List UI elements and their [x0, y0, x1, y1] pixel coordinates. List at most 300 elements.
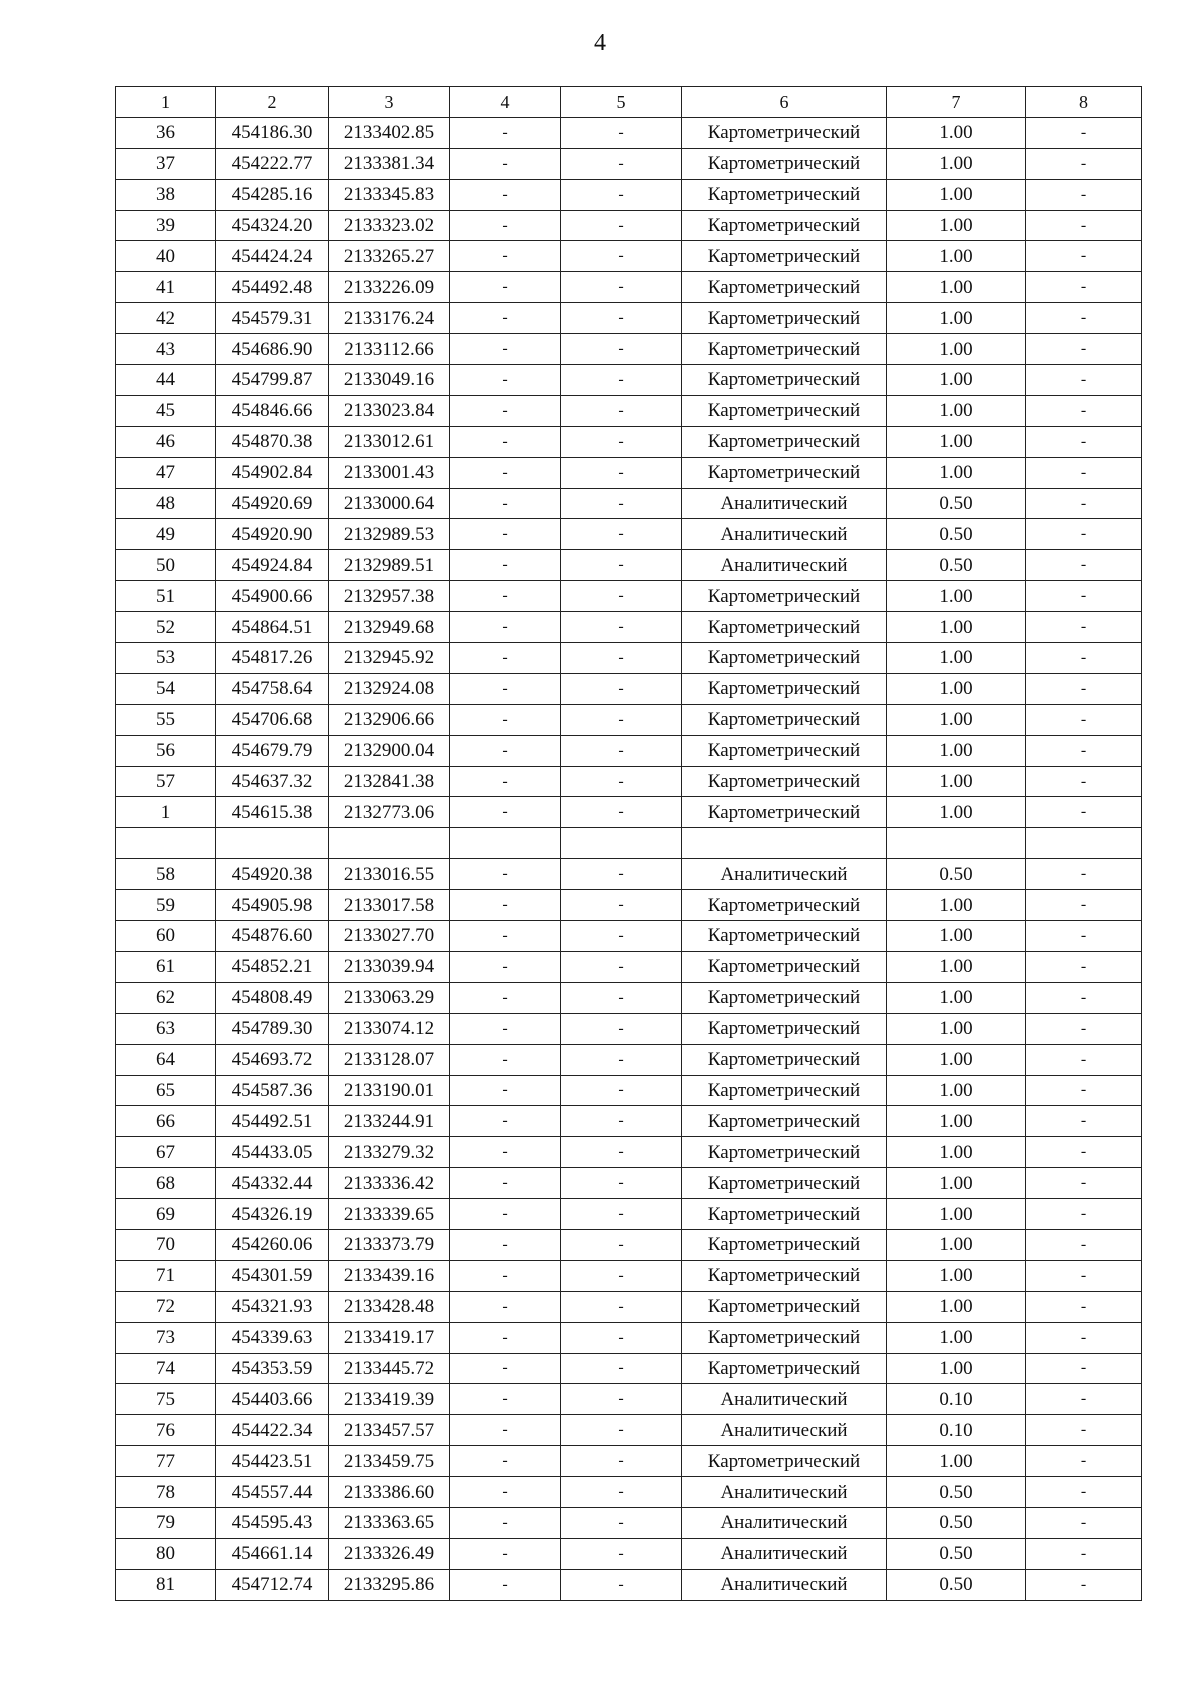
- accuracy-cell: 0.10: [887, 1415, 1026, 1446]
- accuracy-cell: 0.50: [887, 550, 1026, 581]
- table-row: [116, 704, 1142, 735]
- accuracy-cell: 1.00: [887, 457, 1026, 488]
- accuracy-cell: 1.00: [887, 1322, 1026, 1353]
- x-coordinate-cell: 454920.38: [216, 859, 329, 890]
- accuracy-cell: 0.50: [887, 519, 1026, 550]
- column-5-cell: -: [561, 1044, 682, 1075]
- column-4-cell: -: [450, 1013, 561, 1044]
- column-8-cell: -: [1026, 1044, 1142, 1075]
- point-number-cell: 68: [116, 1168, 216, 1199]
- column-8-cell: -: [1026, 210, 1142, 241]
- point-number-cell: 54: [116, 673, 216, 704]
- column-4-cell: -: [450, 1477, 561, 1508]
- x-coordinate-cell: 454324.20: [216, 210, 329, 241]
- method-cell: Картометрический: [682, 921, 887, 952]
- column-8-cell: -: [1026, 1322, 1142, 1353]
- method-cell: Картометрический: [682, 1199, 887, 1230]
- column-4-cell: -: [450, 1044, 561, 1075]
- accuracy-cell: 1.00: [887, 1260, 1026, 1291]
- y-coordinate-cell: 2133190.01: [329, 1075, 450, 1106]
- x-coordinate-cell: 454579.31: [216, 303, 329, 334]
- column-4-cell: -: [450, 272, 561, 303]
- accuracy-cell: 1.00: [887, 148, 1026, 179]
- point-number-cell: 76: [116, 1415, 216, 1446]
- column-8-cell: -: [1026, 365, 1142, 396]
- accuracy-cell: 1.00: [887, 1353, 1026, 1384]
- column-4-cell: -: [450, 365, 561, 396]
- column-4-cell: [450, 828, 561, 859]
- table-body: [116, 117, 1142, 1600]
- table-row: [116, 365, 1142, 396]
- y-coordinate-cell: 2133326.49: [329, 1538, 450, 1569]
- accuracy-cell: 1.00: [887, 210, 1026, 241]
- table-row: [116, 766, 1142, 797]
- column-8-cell: -: [1026, 272, 1142, 303]
- accuracy-cell: 1.00: [887, 921, 1026, 952]
- column-4-cell: -: [450, 519, 561, 550]
- column-8-cell: -: [1026, 612, 1142, 643]
- y-coordinate-cell: 2133244.91: [329, 1106, 450, 1137]
- x-coordinate-cell: 454870.38: [216, 426, 329, 457]
- column-8-cell: -: [1026, 1168, 1142, 1199]
- method-cell: Картометрический: [682, 1106, 887, 1137]
- column-4-cell: -: [450, 1291, 561, 1322]
- accuracy-cell: 1.00: [887, 1229, 1026, 1260]
- table-row: [116, 1507, 1142, 1538]
- x-coordinate-cell: 454661.14: [216, 1538, 329, 1569]
- column-8-cell: -: [1026, 1384, 1142, 1415]
- accuracy-cell: 1.00: [887, 272, 1026, 303]
- method-cell: Картометрический: [682, 210, 887, 241]
- column-5-cell: -: [561, 210, 682, 241]
- point-number-cell: 75: [116, 1384, 216, 1415]
- accuracy-cell: 1.00: [887, 1137, 1026, 1168]
- x-coordinate-cell: 454222.77: [216, 148, 329, 179]
- column-5-cell: -: [561, 488, 682, 519]
- page-number: 4: [594, 30, 606, 56]
- column-5-cell: -: [561, 982, 682, 1013]
- table-row: [116, 1384, 1142, 1415]
- column-5-cell: -: [561, 704, 682, 735]
- y-coordinate-cell: 2132945.92: [329, 643, 450, 674]
- accuracy-cell: [887, 828, 1026, 859]
- table-row: [116, 1168, 1142, 1199]
- y-coordinate-cell: 2133226.09: [329, 272, 450, 303]
- x-coordinate-cell: 454186.30: [216, 117, 329, 148]
- y-coordinate-cell: 2133027.70: [329, 921, 450, 952]
- point-number-cell: 46: [116, 426, 216, 457]
- y-coordinate-cell: 2133419.17: [329, 1322, 450, 1353]
- method-cell: Картометрический: [682, 395, 887, 426]
- y-coordinate-cell: 2133000.64: [329, 488, 450, 519]
- method-cell: Картометрический: [682, 1044, 887, 1075]
- table-row: [116, 673, 1142, 704]
- point-number-cell: 58: [116, 859, 216, 890]
- column-4-cell: -: [450, 643, 561, 674]
- method-cell: Аналитический: [682, 1569, 887, 1600]
- y-coordinate-cell: 2133176.24: [329, 303, 450, 334]
- y-coordinate-cell: 2133016.55: [329, 859, 450, 890]
- method-cell: Картометрический: [682, 148, 887, 179]
- table-row: [116, 457, 1142, 488]
- method-cell: Картометрический: [682, 1322, 887, 1353]
- column-8-cell: -: [1026, 1075, 1142, 1106]
- column-4-cell: -: [450, 334, 561, 365]
- column-4-cell: -: [450, 210, 561, 241]
- column-4-cell: -: [450, 1446, 561, 1477]
- table-row: [116, 735, 1142, 766]
- point-number-cell: 72: [116, 1291, 216, 1322]
- column-8-cell: -: [1026, 334, 1142, 365]
- column-4-cell: -: [450, 921, 561, 952]
- column-8-cell: -: [1026, 859, 1142, 890]
- accuracy-cell: 1.00: [887, 797, 1026, 828]
- column-8-cell: -: [1026, 1477, 1142, 1508]
- point-number-cell: 79: [116, 1507, 216, 1538]
- x-coordinate-cell: 454321.93: [216, 1291, 329, 1322]
- method-cell: Аналитический: [682, 1384, 887, 1415]
- column-4-cell: -: [450, 859, 561, 890]
- column-4-cell: -: [450, 704, 561, 735]
- column-5-cell: -: [561, 951, 682, 982]
- column-8-cell: [1026, 828, 1142, 859]
- method-cell: Картометрический: [682, 1137, 887, 1168]
- x-coordinate-cell: 454557.44: [216, 1477, 329, 1508]
- x-coordinate-cell: 454332.44: [216, 1168, 329, 1199]
- point-number-cell: 57: [116, 766, 216, 797]
- table-row: [116, 1322, 1142, 1353]
- accuracy-cell: 1.00: [887, 766, 1026, 797]
- column-5-cell: -: [561, 1415, 682, 1446]
- column-5-cell: -: [561, 1538, 682, 1569]
- x-coordinate-cell: 454686.90: [216, 334, 329, 365]
- table-row: [116, 1446, 1142, 1477]
- point-number-cell: 64: [116, 1044, 216, 1075]
- accuracy-cell: 1.00: [887, 117, 1026, 148]
- x-coordinate-cell: [216, 828, 329, 859]
- method-cell: [682, 828, 887, 859]
- column-5-cell: -: [561, 1229, 682, 1260]
- y-coordinate-cell: 2133457.57: [329, 1415, 450, 1446]
- column-5-cell: -: [561, 1353, 682, 1384]
- point-number-cell: 36: [116, 117, 216, 148]
- point-number-cell: 63: [116, 1013, 216, 1044]
- method-cell: Картометрический: [682, 272, 887, 303]
- column-8-cell: -: [1026, 148, 1142, 179]
- point-number-cell: 39: [116, 210, 216, 241]
- point-number-cell: 53: [116, 643, 216, 674]
- x-coordinate-cell: 454900.66: [216, 581, 329, 612]
- x-coordinate-cell: 454615.38: [216, 797, 329, 828]
- column-8-cell: -: [1026, 1415, 1142, 1446]
- column-8-cell: -: [1026, 117, 1142, 148]
- y-coordinate-cell: 2133074.12: [329, 1013, 450, 1044]
- table-row: [116, 797, 1142, 828]
- column-5-cell: -: [561, 519, 682, 550]
- accuracy-cell: 1.00: [887, 334, 1026, 365]
- column-4-cell: -: [450, 581, 561, 612]
- point-number-cell: 41: [116, 272, 216, 303]
- y-coordinate-cell: 2133323.02: [329, 210, 450, 241]
- point-number-cell: 48: [116, 488, 216, 519]
- point-number-cell: 71: [116, 1260, 216, 1291]
- column-8-cell: -: [1026, 921, 1142, 952]
- column-header-6: 6: [682, 87, 887, 118]
- point-number-cell: 78: [116, 1477, 216, 1508]
- y-coordinate-cell: 2133112.66: [329, 334, 450, 365]
- x-coordinate-cell: 454587.36: [216, 1075, 329, 1106]
- point-number-cell: 38: [116, 179, 216, 210]
- table-row: [116, 210, 1142, 241]
- column-4-cell: -: [450, 1199, 561, 1230]
- y-coordinate-cell: 2132773.06: [329, 797, 450, 828]
- method-cell: Картометрический: [682, 365, 887, 396]
- column-5-cell: -: [561, 1507, 682, 1538]
- point-number-cell: 60: [116, 921, 216, 952]
- y-coordinate-cell: 2133001.43: [329, 457, 450, 488]
- column-8-cell: -: [1026, 426, 1142, 457]
- method-cell: Картометрический: [682, 1446, 887, 1477]
- column-8-cell: -: [1026, 735, 1142, 766]
- point-number-cell: 81: [116, 1569, 216, 1600]
- point-number-cell: 51: [116, 581, 216, 612]
- column-8-cell: -: [1026, 519, 1142, 550]
- column-5-cell: [561, 828, 682, 859]
- column-8-cell: -: [1026, 550, 1142, 581]
- column-4-cell: -: [450, 1322, 561, 1353]
- column-8-cell: -: [1026, 303, 1142, 334]
- column-4-cell: -: [450, 951, 561, 982]
- y-coordinate-cell: 2133339.65: [329, 1199, 450, 1230]
- x-coordinate-cell: 454301.59: [216, 1260, 329, 1291]
- y-coordinate-cell: [329, 828, 450, 859]
- x-coordinate-cell: 454326.19: [216, 1199, 329, 1230]
- column-4-cell: -: [450, 117, 561, 148]
- column-5-cell: -: [561, 241, 682, 272]
- x-coordinate-cell: 454789.30: [216, 1013, 329, 1044]
- column-4-cell: -: [450, 797, 561, 828]
- y-coordinate-cell: 2132924.08: [329, 673, 450, 704]
- x-coordinate-cell: 454403.66: [216, 1384, 329, 1415]
- point-number-cell: 49: [116, 519, 216, 550]
- column-4-cell: -: [450, 241, 561, 272]
- y-coordinate-cell: 2133345.83: [329, 179, 450, 210]
- accuracy-cell: 1.00: [887, 1446, 1026, 1477]
- column-5-cell: -: [561, 1106, 682, 1137]
- column-8-cell: -: [1026, 766, 1142, 797]
- column-5-cell: -: [561, 426, 682, 457]
- table-row: [116, 488, 1142, 519]
- x-coordinate-cell: 454712.74: [216, 1569, 329, 1600]
- accuracy-cell: 1.00: [887, 1013, 1026, 1044]
- accuracy-cell: 1.00: [887, 1044, 1026, 1075]
- column-5-cell: -: [561, 1569, 682, 1600]
- accuracy-cell: 1.00: [887, 179, 1026, 210]
- point-number-cell: 67: [116, 1137, 216, 1168]
- y-coordinate-cell: 2133445.72: [329, 1353, 450, 1384]
- y-coordinate-cell: 2133012.61: [329, 426, 450, 457]
- table-row: [116, 1106, 1142, 1137]
- column-4-cell: -: [450, 1137, 561, 1168]
- column-header-7: 7: [887, 87, 1026, 118]
- accuracy-cell: 0.10: [887, 1384, 1026, 1415]
- accuracy-cell: 0.50: [887, 1569, 1026, 1600]
- column-4-cell: -: [450, 1168, 561, 1199]
- column-8-cell: -: [1026, 1013, 1142, 1044]
- accuracy-cell: 1.00: [887, 951, 1026, 982]
- y-coordinate-cell: 2133279.32: [329, 1137, 450, 1168]
- column-4-cell: -: [450, 766, 561, 797]
- accuracy-cell: 0.50: [887, 488, 1026, 519]
- x-coordinate-cell: 454693.72: [216, 1044, 329, 1075]
- column-8-cell: -: [1026, 704, 1142, 735]
- table-row: [116, 1260, 1142, 1291]
- point-number-cell: 69: [116, 1199, 216, 1230]
- table-row: [116, 581, 1142, 612]
- column-4-cell: -: [450, 457, 561, 488]
- column-4-cell: -: [450, 673, 561, 704]
- method-cell: Картометрический: [682, 1013, 887, 1044]
- table-row: [116, 241, 1142, 272]
- column-4-cell: -: [450, 1507, 561, 1538]
- table-row: [116, 1229, 1142, 1260]
- x-coordinate-cell: 454679.79: [216, 735, 329, 766]
- accuracy-cell: 1.00: [887, 982, 1026, 1013]
- table-row: [116, 148, 1142, 179]
- accuracy-cell: 1.00: [887, 581, 1026, 612]
- column-5-cell: -: [561, 1322, 682, 1353]
- table-row: [116, 1415, 1142, 1446]
- method-cell: Картометрический: [682, 612, 887, 643]
- method-cell: Аналитический: [682, 859, 887, 890]
- column-8-cell: -: [1026, 581, 1142, 612]
- x-coordinate-cell: 454864.51: [216, 612, 329, 643]
- column-8-cell: -: [1026, 1569, 1142, 1600]
- column-4-cell: -: [450, 303, 561, 334]
- method-cell: Аналитический: [682, 1507, 887, 1538]
- method-cell: Картометрический: [682, 951, 887, 982]
- method-cell: Картометрический: [682, 117, 887, 148]
- point-number-cell: 66: [116, 1106, 216, 1137]
- method-cell: Картометрический: [682, 1168, 887, 1199]
- point-number-cell: 56: [116, 735, 216, 766]
- y-coordinate-cell: 2132906.66: [329, 704, 450, 735]
- column-header-8: 8: [1026, 87, 1142, 118]
- table-row: [116, 395, 1142, 426]
- column-4-cell: -: [450, 1569, 561, 1600]
- column-4-cell: -: [450, 1538, 561, 1569]
- column-4-cell: -: [450, 179, 561, 210]
- column-5-cell: -: [561, 457, 682, 488]
- y-coordinate-cell: 2133373.79: [329, 1229, 450, 1260]
- header-row: [116, 87, 1142, 118]
- x-coordinate-cell: 454920.90: [216, 519, 329, 550]
- accuracy-cell: 1.00: [887, 426, 1026, 457]
- method-cell: Картометрический: [682, 735, 887, 766]
- column-5-cell: -: [561, 395, 682, 426]
- column-8-cell: -: [1026, 1538, 1142, 1569]
- table-row: [116, 859, 1142, 890]
- column-5-cell: -: [561, 1446, 682, 1477]
- y-coordinate-cell: 2133419.39: [329, 1384, 450, 1415]
- y-coordinate-cell: 2132841.38: [329, 766, 450, 797]
- column-8-cell: -: [1026, 1229, 1142, 1260]
- table-row: [116, 1075, 1142, 1106]
- table-row: [116, 1538, 1142, 1569]
- column-5-cell: -: [561, 890, 682, 921]
- point-number-cell: 45: [116, 395, 216, 426]
- column-8-cell: -: [1026, 395, 1142, 426]
- point-number-cell: 43: [116, 334, 216, 365]
- method-cell: Аналитический: [682, 519, 887, 550]
- y-coordinate-cell: 2133459.75: [329, 1446, 450, 1477]
- x-coordinate-cell: 454846.66: [216, 395, 329, 426]
- x-coordinate-cell: 454817.26: [216, 643, 329, 674]
- point-number-cell: 47: [116, 457, 216, 488]
- accuracy-cell: 1.00: [887, 673, 1026, 704]
- method-cell: Картометрический: [682, 241, 887, 272]
- method-cell: Аналитический: [682, 550, 887, 581]
- column-5-cell: -: [561, 1260, 682, 1291]
- column-8-cell: -: [1026, 179, 1142, 210]
- column-8-cell: -: [1026, 488, 1142, 519]
- table-row: [116, 951, 1142, 982]
- x-coordinate-cell: 454920.69: [216, 488, 329, 519]
- y-coordinate-cell: 2133428.48: [329, 1291, 450, 1322]
- y-coordinate-cell: 2133402.85: [329, 117, 450, 148]
- table-row: [116, 982, 1142, 1013]
- method-cell: Картометрический: [682, 334, 887, 365]
- x-coordinate-cell: 454876.60: [216, 921, 329, 952]
- accuracy-cell: 0.50: [887, 1507, 1026, 1538]
- column-8-cell: -: [1026, 1446, 1142, 1477]
- column-8-cell: -: [1026, 1137, 1142, 1168]
- column-5-cell: -: [561, 334, 682, 365]
- column-5-cell: -: [561, 1137, 682, 1168]
- column-4-cell: -: [450, 612, 561, 643]
- y-coordinate-cell: 2133023.84: [329, 395, 450, 426]
- accuracy-cell: 0.50: [887, 1538, 1026, 1569]
- column-4-cell: -: [450, 148, 561, 179]
- column-5-cell: -: [561, 365, 682, 396]
- accuracy-cell: 1.00: [887, 612, 1026, 643]
- x-coordinate-cell: 454637.32: [216, 766, 329, 797]
- point-number-cell: 62: [116, 982, 216, 1013]
- y-coordinate-cell: 2133265.27: [329, 241, 450, 272]
- point-number-cell: 55: [116, 704, 216, 735]
- method-cell: Картометрический: [682, 643, 887, 674]
- accuracy-cell: 1.00: [887, 1106, 1026, 1137]
- x-coordinate-cell: 454285.16: [216, 179, 329, 210]
- column-8-cell: -: [1026, 1353, 1142, 1384]
- method-cell: Картометрический: [682, 1260, 887, 1291]
- column-4-cell: -: [450, 488, 561, 519]
- column-5-cell: -: [561, 673, 682, 704]
- x-coordinate-cell: 454339.63: [216, 1322, 329, 1353]
- method-cell: Картометрический: [682, 303, 887, 334]
- x-coordinate-cell: 454799.87: [216, 365, 329, 396]
- table-row: [116, 612, 1142, 643]
- table-row: [116, 1137, 1142, 1168]
- y-coordinate-cell: 2132989.51: [329, 550, 450, 581]
- y-coordinate-cell: 2132957.38: [329, 581, 450, 612]
- method-cell: Картометрический: [682, 704, 887, 735]
- table-row: [116, 426, 1142, 457]
- column-8-cell: -: [1026, 1199, 1142, 1230]
- x-coordinate-cell: 454595.43: [216, 1507, 329, 1538]
- column-4-cell: -: [450, 1260, 561, 1291]
- method-cell: Картометрический: [682, 426, 887, 457]
